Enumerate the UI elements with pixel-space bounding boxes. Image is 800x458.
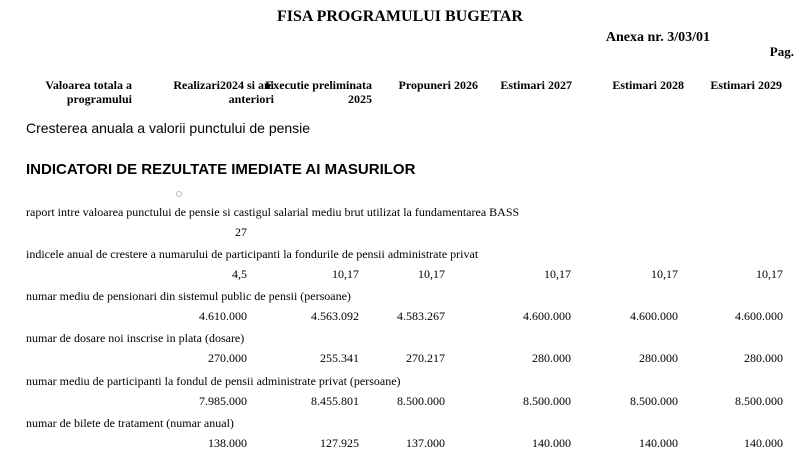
indicator-value: 10,17 xyxy=(756,267,783,281)
indicator-value: 7.985.000 xyxy=(199,394,247,408)
indicator-value: 138.000 xyxy=(208,436,247,450)
indicator-label: numar mediu de pensionari din sistemul public de pensii (persoane) xyxy=(26,289,351,303)
indicator-value: 4.563.092 xyxy=(311,309,359,323)
indicator-value: 255.341 xyxy=(320,351,359,365)
column-header-realizari: Realizari2024 si ani anteriori xyxy=(173,78,274,106)
indicator-value: 137.000 xyxy=(406,436,445,450)
indicator-value: 280.000 xyxy=(744,351,783,365)
indicator-value: 8.500.000 xyxy=(397,394,445,408)
indicator-value: 140.000 xyxy=(744,436,783,450)
indicator-label: numar mediu de participanti la fondul de pensii administrate privat (persoane) xyxy=(26,374,401,388)
indicator-value: 8.500.000 xyxy=(735,394,783,408)
indicator-value: 280.000 xyxy=(532,351,571,365)
indicator-value: 4.600.000 xyxy=(735,309,783,323)
indicator-value: 4.600.000 xyxy=(630,309,678,323)
indicator-value: 10,17 xyxy=(332,267,359,281)
indicator-value: 10,17 xyxy=(418,267,445,281)
document-title: FISA PROGRAMULUI BUGETAR xyxy=(277,8,523,25)
indicator-value: 140.000 xyxy=(532,436,571,450)
indicator-value: 27 xyxy=(235,225,247,239)
indicator-label: numar de bilete de tratament (numar anual) xyxy=(26,416,234,430)
indicator-value: 4.583.267 xyxy=(397,309,445,323)
decorative-dot xyxy=(176,191,182,197)
program-name: Cresterea anuala a valorii punctului de pensie xyxy=(26,120,311,136)
annex-number: Anexa nr. 3/03/01 xyxy=(605,30,710,45)
page-label: Pag. xyxy=(769,44,794,59)
indicator-value: 270.217 xyxy=(406,351,445,365)
indicator-value: 8.500.000 xyxy=(630,394,678,408)
indicator-label: raport intre valoarea punctului de pensie si castigul salarial mediu brut utilizat la fundamentarea BASS xyxy=(26,205,520,219)
column-header-executie: Executie preliminata 2025 xyxy=(265,78,372,106)
indicator-value: 8.500.000 xyxy=(523,394,571,408)
column-header-estimari-2028: Estimari 2028 xyxy=(612,78,684,92)
indicator-label: numar de dosare noi inscrise in plata (dosare) xyxy=(26,331,245,345)
indicator-value: 10,17 xyxy=(651,267,678,281)
indicator-value: 280.000 xyxy=(639,351,678,365)
indicator-value: 10,17 xyxy=(544,267,571,281)
indicator-value: 127.925 xyxy=(320,436,359,450)
indicator-label: indicele anual de crestere a numarului de participanti la fondurile de pensii administrate privat xyxy=(26,247,479,261)
column-header-propuneri: Propuneri 2026 xyxy=(398,78,478,92)
indicator-value: 4,5 xyxy=(232,267,247,281)
column-header-estimari-2027: Estimari 2027 xyxy=(500,78,572,92)
section-title: INDICATORI DE REZULTATE IMEDIATE AI MASURILOR xyxy=(26,161,416,178)
column-header-total: Valoarea totala a programului xyxy=(45,78,132,106)
indicator-value: 4.610.000 xyxy=(199,309,247,323)
indicator-value: 270.000 xyxy=(208,351,247,365)
indicator-value: 8.455.801 xyxy=(311,394,359,408)
indicator-value: 4.600.000 xyxy=(523,309,571,323)
column-header-estimari-2029: Estimari 2029 xyxy=(710,78,782,92)
indicator-value: 140.000 xyxy=(639,436,678,450)
